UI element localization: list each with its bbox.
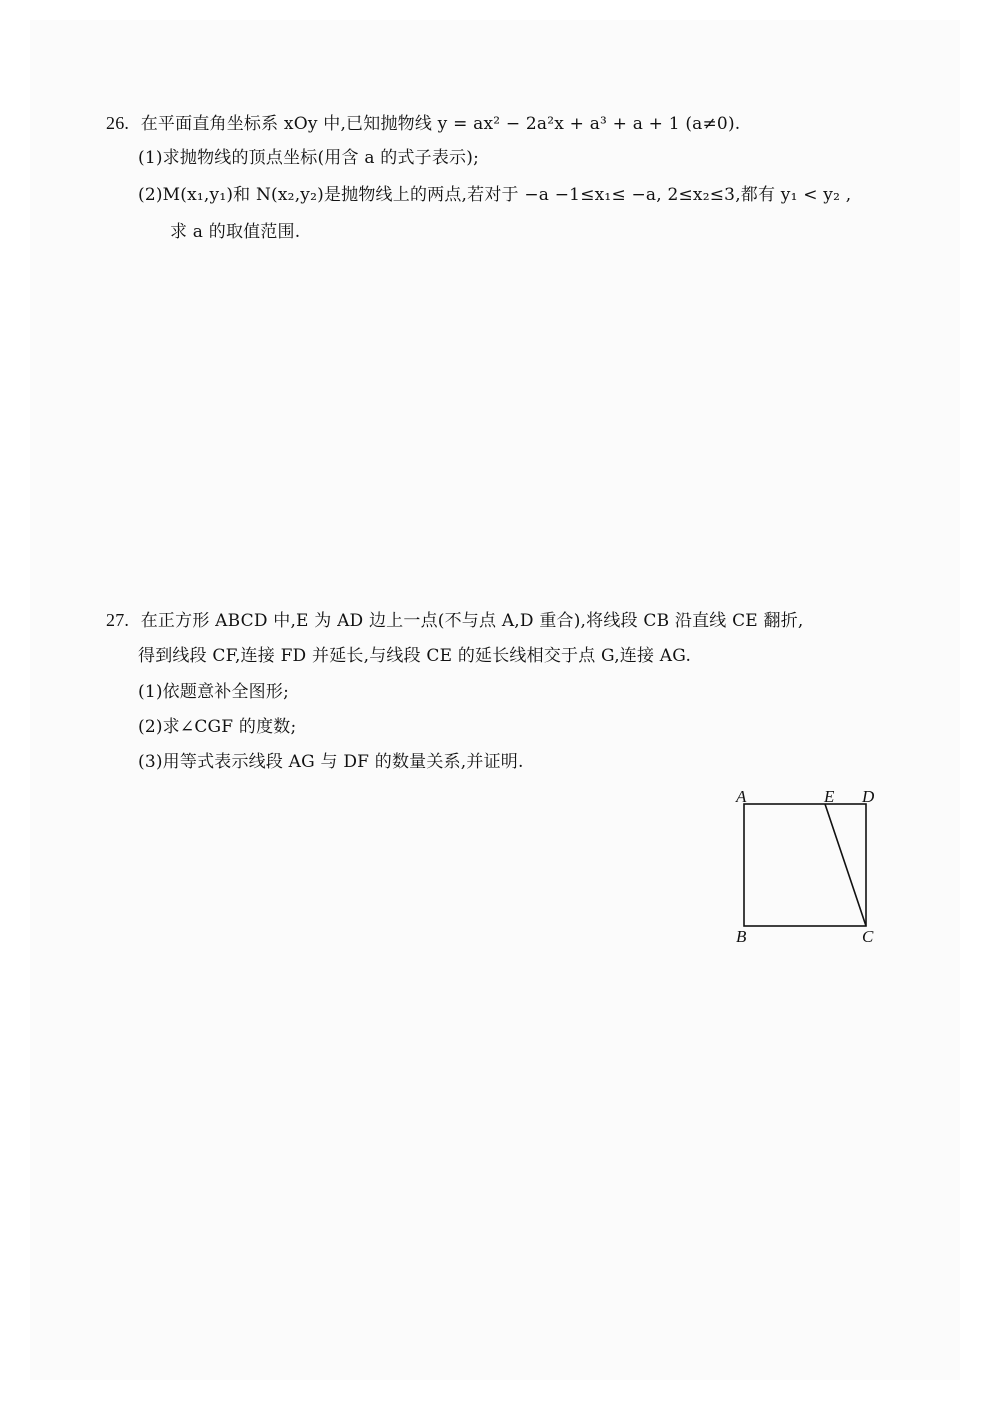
label-e: E bbox=[824, 787, 835, 806]
problem-stem: 在正方形 ABCD 中,E 为 AD 边上一点(不与点 A,D 重合),将线段 CB 沿直线 CE 翻折, bbox=[140, 611, 804, 631]
problem-part: (1)求抛物线的顶点坐标(用含 a 的式子表示); bbox=[138, 148, 480, 168]
label-d: D bbox=[862, 787, 875, 806]
label-c: C bbox=[862, 927, 874, 946]
problem-part: (1)依题意补全图形; bbox=[138, 682, 290, 702]
problem-part: (2)M(x₁,y₁)和 N(x₂,y₂)是抛物线上的两点,若对于 −a −1≤x₁≤ −a, 2≤x₂≤3,都有 y₁ < y₂ , bbox=[138, 185, 852, 205]
problem-part-continued: 求 a 的取值范围. bbox=[170, 222, 301, 242]
problem-number: 27. bbox=[106, 610, 130, 630]
label-a: A bbox=[736, 787, 747, 806]
square-abcd bbox=[744, 804, 866, 926]
problem-part: (3)用等式表示线段 AG 与 DF 的数量关系,并证明. bbox=[138, 752, 524, 772]
problem-number: 26. bbox=[106, 113, 130, 133]
square-abcd-figure bbox=[728, 782, 898, 952]
segment-ce bbox=[825, 804, 866, 926]
problem-stem: 在平面直角坐标系 xOy 中,已知抛物线 y = ax² − 2a²x + a³ + a + 1 (a≠0). bbox=[140, 114, 741, 134]
problem-part: (2)求∠CGF 的度数; bbox=[138, 717, 297, 737]
problem-stem-continued: 得到线段 CF,连接 FD 并延长,与线段 CE 的延长线相交于点 G,连接 AG. bbox=[138, 646, 692, 666]
label-b: B bbox=[736, 927, 747, 946]
